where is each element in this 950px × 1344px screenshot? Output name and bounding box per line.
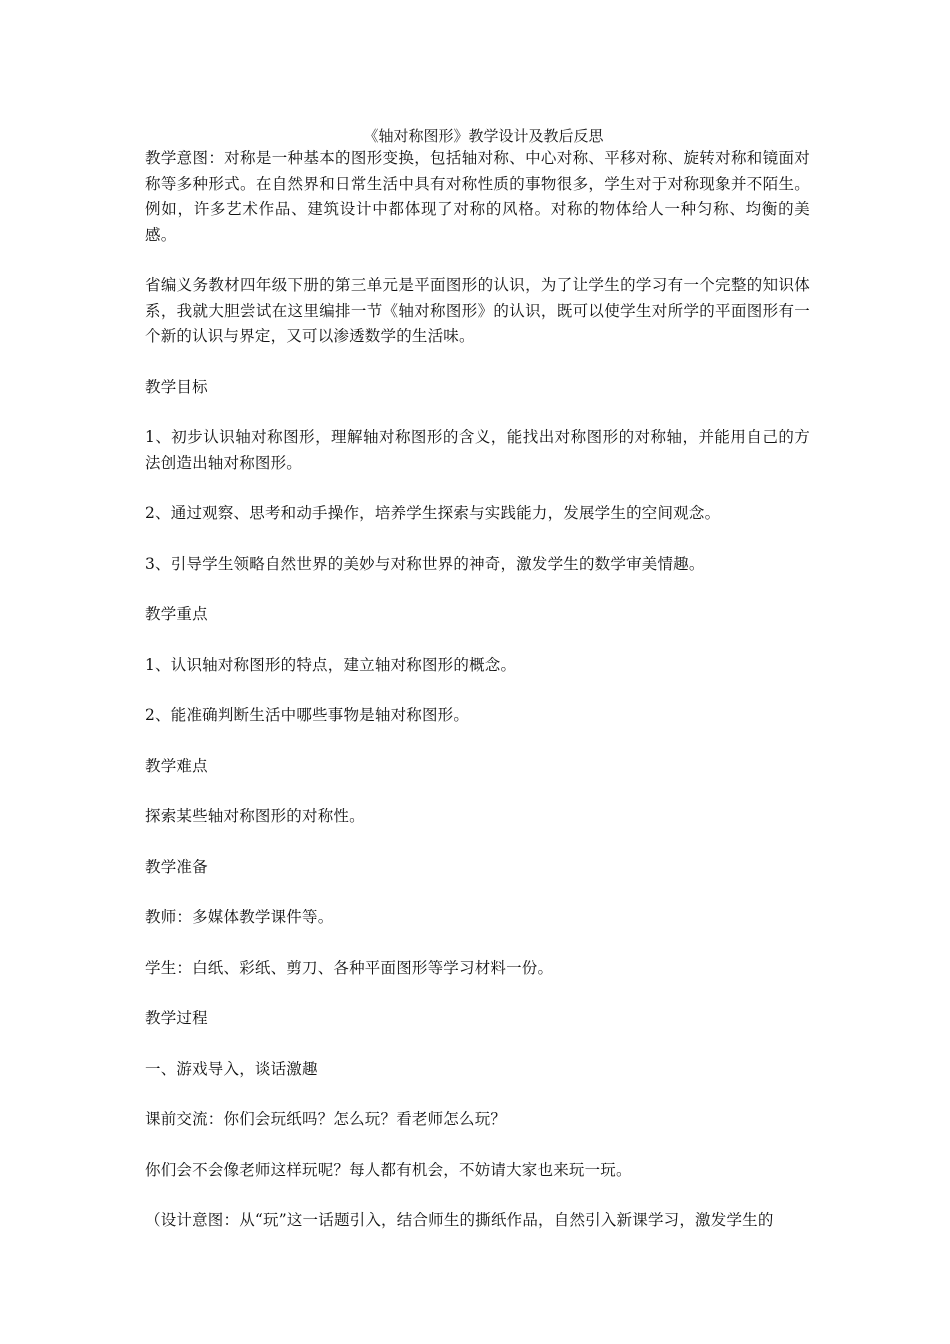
key-point-item: 1、认识轴对称图形的特点，建立轴对称图形的概念。 xyxy=(145,655,517,674)
design-intent-note: （设计意图：从“玩”这一话题引入，结合师生的撕纸作品，自然引入新课学习，激发学生的 xyxy=(145,1211,774,1229)
paragraph-gap xyxy=(145,1032,810,1057)
paragraph-gap xyxy=(145,350,810,375)
difficulty-item: 探索某些轴对称图形的对称性。 xyxy=(145,807,365,825)
paragraph-gap xyxy=(145,678,810,703)
paragraph-gap xyxy=(145,830,810,855)
paragraph-gap xyxy=(145,476,810,501)
paragraph-gap xyxy=(145,1082,810,1107)
objective-item: 3、引导学生领略自然世界的美妙与对称世界的神奇，激发学生的数学审美情趣。 xyxy=(145,554,705,573)
document-title: 《轴对称图形》教学设计及教后反思 xyxy=(363,127,604,145)
heading-preparation: 教学准备 xyxy=(145,857,208,876)
document-page xyxy=(145,120,810,1234)
preparation-student: 学生：白纸、彩纸、剪刀、各种平面图形等学习材料一份。 xyxy=(145,958,554,977)
process-step-heading: 一、游戏导入，谈话激趣 xyxy=(145,1059,318,1078)
paragraph-gap xyxy=(145,931,810,956)
paragraph-gap xyxy=(145,400,810,425)
paragraph-gap xyxy=(145,729,810,754)
paragraph-gap xyxy=(145,981,810,1006)
paragraph-gap xyxy=(145,1183,810,1208)
heading-process: 教学过程 xyxy=(145,1009,208,1027)
paragraph-gap xyxy=(145,577,810,602)
preparation-teacher: 教师：多媒体教学课件等。 xyxy=(145,908,334,926)
paragraph-gap xyxy=(145,1133,810,1158)
paragraph-gap xyxy=(145,628,810,653)
heading-objectives: 教学目标 xyxy=(145,377,208,396)
heading-key-points: 教学重点 xyxy=(145,605,208,623)
paragraph-intent: 教学意图：对称是一种基本的图形变换，包括轴对称、中心对称、平移对称、旋转对称和镜面对称等多种形式。在自然界和日常生活中具有对称性质的事物很多，学生对于对称现象并不陌生。例如，许多艺术作品、建筑设计中都体现了对称的风格。对称的物体给人一种匀称、均衡的美感。 xyxy=(145,149,810,244)
paragraph-gap xyxy=(145,527,810,552)
key-point-item: 2、能准确判断生活中哪些事物是轴对称图形。 xyxy=(145,706,470,724)
objective-item: 2、通过观察、思考和动手操作，培养学生探索与实践能力，发展学生的空间观念。 xyxy=(145,504,721,522)
paragraph-gap xyxy=(145,779,810,804)
paragraph-textbook: 省编义务教材四年级下册的第三单元是平面图形的认识，为了让学生的学习有一个完整的知识体系，我就大胆尝试在这里编排一节《轴对称图形》的认识，既可以使学生对所学的平面图形有一个新的认识与界定，又可以渗透数学的生活味。 xyxy=(145,276,810,345)
objective-item: 1、初步认识轴对称图形，理解轴对称图形的含义，能找出对称图形的对称轴，并能用自己的方法创造出轴对称图形。 xyxy=(145,428,810,472)
heading-difficulties: 教学难点 xyxy=(145,756,208,775)
paragraph-gap xyxy=(145,880,810,905)
process-paragraph: 课前交流：你们会玩纸吗？怎么玩？看老师怎么玩？ xyxy=(145,1110,507,1128)
paragraph-gap xyxy=(145,248,810,273)
process-paragraph: 你们会不会像老师这样玩呢？每人都有机会，不妨请大家也来玩一玩。 xyxy=(145,1160,632,1179)
